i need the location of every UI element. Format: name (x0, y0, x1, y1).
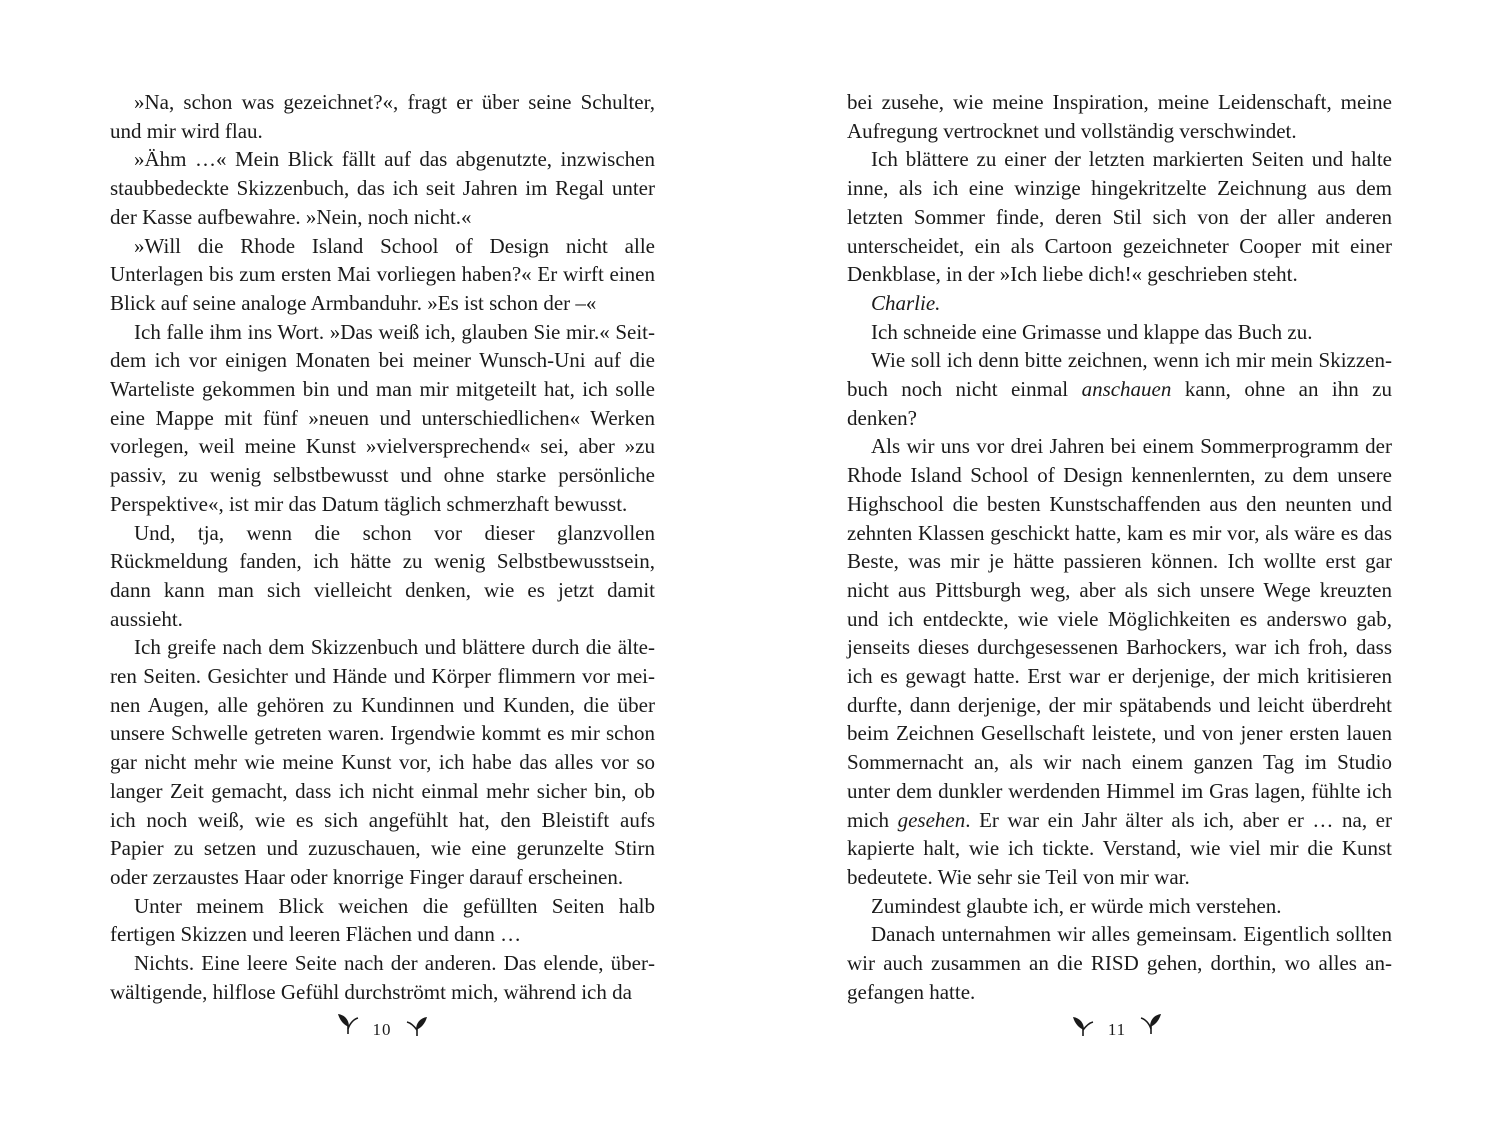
text-run: Wie soll ich denn bitte zeichnen, wenn ich mir mein Skizzenbuch noch nicht einmal (847, 348, 1392, 402)
paragraph: bei zusehe, wie meine Inspiration, meine Leidenschaft, meine Aufregung vertrocknet und vollständig verschwindet. (847, 90, 1392, 143)
paragraph: Ich falle ihm ins Wort. »Das weiß ich, glauben Sie mir.« Seitdem ich vor einigen Monaten bei meiner Wunsch-Uni auf die Warteliste gekommen bin und man mir mitgeteilt hat, ich solle eine Mappe mit fünf »neuen und unterschiedlichen« Werken vorlegen, weil meine Kunst »vielversprechend« sei, aber »zu passiv, zu wenig selbstbewusst und ohne starke persönliche Perspektive«, ist mir das Datum täglich schmerzhaft bewusst. (110, 319, 655, 516)
page-number: 10 (372, 1020, 392, 1039)
paragraph (847, 432, 1392, 891)
text-run: kann, ohne an ihn zu denken? (847, 377, 1392, 430)
emphasis: anschauen (1081, 377, 1172, 402)
paragraph: Nichts. Eine leere Seite nach der anderen. Das elende, überwältigende, hilflose Gefühl durchströmt mich, während ich da (110, 951, 655, 1004)
leaf-icon (1070, 1011, 1094, 1037)
paragraph: Ich greife nach dem Skizzenbuch und blättere durch die älteren Seiten. Gesichter und Hände und Körper flimmern vor meinen Augen, alle gehören zu Kundinnen und Kunden, die über unsere Schwelle getreten waren. Irgendwie kommt es mir schon gar nicht mehr wie meine Kunst vor, ich habe das alles vor so langer Zeit gemacht, dass ich nicht einmal mehr sicher bin, ob ich noch weiß, wie es sich angefühlt hat, den Bleistift aufs Papier zu setzen und zuzuschauen, wie eine gerunzelte Stirn oder zerzaustes Haar oder knorrige Finger darauf erscheinen. (110, 635, 655, 889)
page-number-footer-left (322, 1004, 442, 1044)
text-run: . Er war ein Jahr älter als ich, aber er … na, er kapierte halt, wie ich tickte. Verstand, wie viel mir die Kunst bedeutete. Wie sehr sie Teil von mir war. (847, 807, 1392, 889)
leaf-icon (1140, 1011, 1164, 1037)
paragraph: Ich blättere zu einer der letzten markierten Seiten und halte inne, als ich eine winzige hingekritzelte Zeichnung aus dem letzten Sommer finde, deren Stil sich von der aller anderen unterscheidet, ein als Cartoon gezeichneter Cooper mit einer Denkblase, in der »Ich liebe dich!« geschrieben steht. (847, 147, 1392, 287)
paragraph: Unter meinem Blick weichen die gefüllten Seiten halb fertigen Skizzen und leeren Flächen und dann … (110, 893, 655, 947)
paragraph: Zumindest glaubte ich, er würde mich verstehen. (871, 893, 1282, 918)
paragraph: »Na, schon was gezeichnet?«, fragt er über seine Schulter, und mir wird flau. (110, 90, 655, 143)
page-number: 11 (1107, 1020, 1127, 1039)
paragraph: »Will die Rhode Island School of Design nicht alle Unterlagen bis zum ersten Mai vorliegen haben?« Er wirft einen Blick auf seine analoge Armbanduhr. »Es ist schon der –« (110, 233, 655, 315)
page-number-footer-right (1057, 1004, 1177, 1044)
left-page (110, 88, 655, 1007)
paragraph: Ich schneide eine Grimasse und klappe das Buch zu. (871, 319, 1313, 344)
leaf-icon (406, 1011, 430, 1037)
paragraph: Und, tja, wenn die schon vor dieser glanzvollen Rückmeldung fanden, ich hätte zu wenig Selbstbewusstsein, dann kann man sich vielleicht denken, wie es jetzt damit aussieht. (110, 520, 655, 631)
text-run: Als wir uns vor drei Jahren bei einem Sommerprogramm der Rhode Island School of Design kennenlernten, zu dem unsere Highschool die besten Kunstschaffenden aus den neunten und zehnten Klassen geschickt hatte, kam es mir vor, als wäre es das Beste, was mir je hätte passieren können. Ich wollte erst gar nicht aus Pittsburgh weg, aber als sich unsere Wege kreuzten und ich entdeckte, wie viele Möglichkeiten es anderswo gab, jenseits dieses durchgesessenen Barhockers, war ich froh, dass ich es gewagt hatte. Erst war er derjenige, der mich kritisieren durfte, dann derjenige, der mir spätabends und leicht überdreht beim Zeichnen Gesellschaft leistete, und von jener ersten lauen Sommernacht an, als wir nach einem ganzen Tag im Studio unter dem dunkler werdenden Himmel im Gras lagen, fühlte ich mich (847, 434, 1392, 832)
paragraph: Danach unternahmen wir alles gemeinsam. Eigentlich sollten wir auch zusammen an die RISD gehen, dorthin, wo alles angefangen hatte. (847, 922, 1392, 1004)
paragraph: »Ähm …« Mein Blick fällt auf das abgenutzte, inzwischen staubbedeckte Skizzenbuch, das ich seit Jahren im Regal unter der Kasse aufbewahre. »Nein, noch nicht.« (110, 147, 655, 229)
leaf-icon (335, 1011, 359, 1037)
right-page (847, 88, 1392, 1007)
paragraph (847, 346, 1392, 432)
emphasis: gesehen (897, 807, 966, 832)
paragraph: Charlie. (871, 290, 941, 315)
